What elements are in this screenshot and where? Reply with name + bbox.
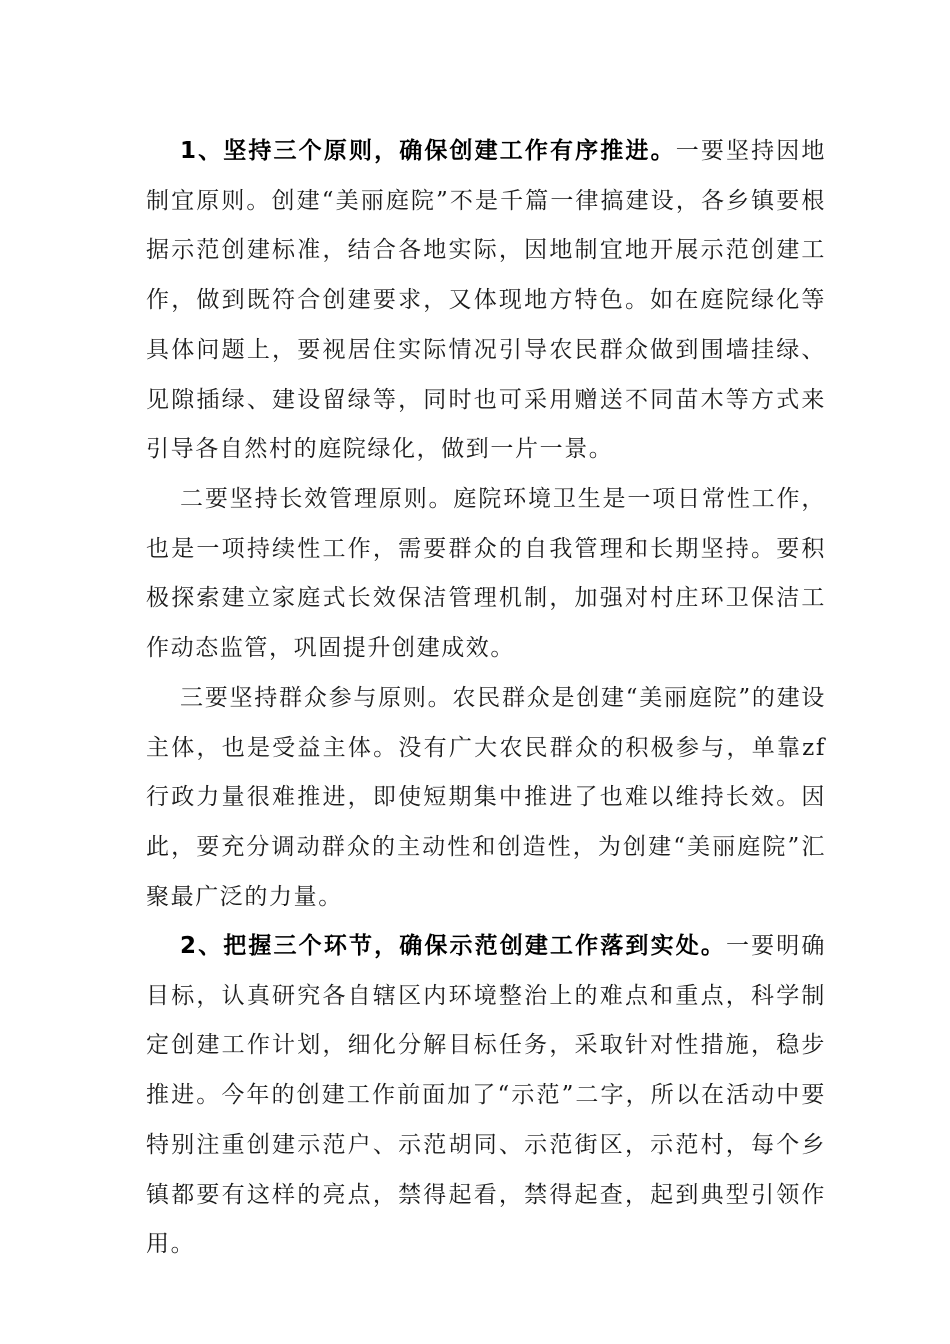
paragraph-text: 一要明确目标，认真研究各自辖区内环境整治上的难点和重点，科学制定创建工作计划，细化分解目标任务，采取针对性措施，稳步推进。今年的创建工作前面加了“示范”二字，所以在活动中要特别注重创建示范户、示范胡同、示范街区，示范村，每个乡镇都要有这样的亮点，禁得起看，禁得起查，起到典型引领作用。 [146,933,826,1258]
paragraph-text: 三要坚持群众参与原则。农民群众是创建“美丽庭院”的建设主体，也是受益主体。没有广大农民群众的积极参与，单靠zf行政力量很难推进，即使短期集中推进了也难以维持长效。因此，要充分调动群众的主动性和创造性，为创建“美丽庭院”汇聚最广泛的力量。 [146,685,826,910]
paragraph-text: 二要坚持长效管理原则。庭院环境卫生是一项日常性工作，也是一项持续性工作，需要群众的自我管理和长期坚持。要积极探索建立家庭式长效保洁管理机制，加强对村庄环卫保洁工作动态监管，巩固提升创建成效。 [146,486,826,662]
section-1 [146,127,826,475]
section-3 [146,674,826,923]
paragraph [146,922,826,1270]
section-4 [146,922,826,1270]
paragraph-text: 一要坚持因地制宜原则。创建“美丽庭院”不是千篇一律搞建设，各乡镇要根据示范创建标准，结合各地实际，因地制宜地开展示范创建工作，做到既符合创建要求，又体现地方特色。如在庭院绿化等具体问题上，要视居住实际情况引导农民群众做到围墙挂绿、见隙插绿、建设留绿等，同时也可采用赠送不同苗木等方式来引导各自然村的庭院绿化，做到一片一景。 [146,138,826,463]
paragraph [146,127,826,475]
section-heading: 2、把握三个环节，确保示范创建工作落到实处。 [180,933,726,959]
section-2 [146,475,826,674]
section-heading: 1、坚持三个原则，确保创建工作有序推进。 [180,138,676,164]
paragraph [146,674,826,923]
paragraph [146,475,826,674]
